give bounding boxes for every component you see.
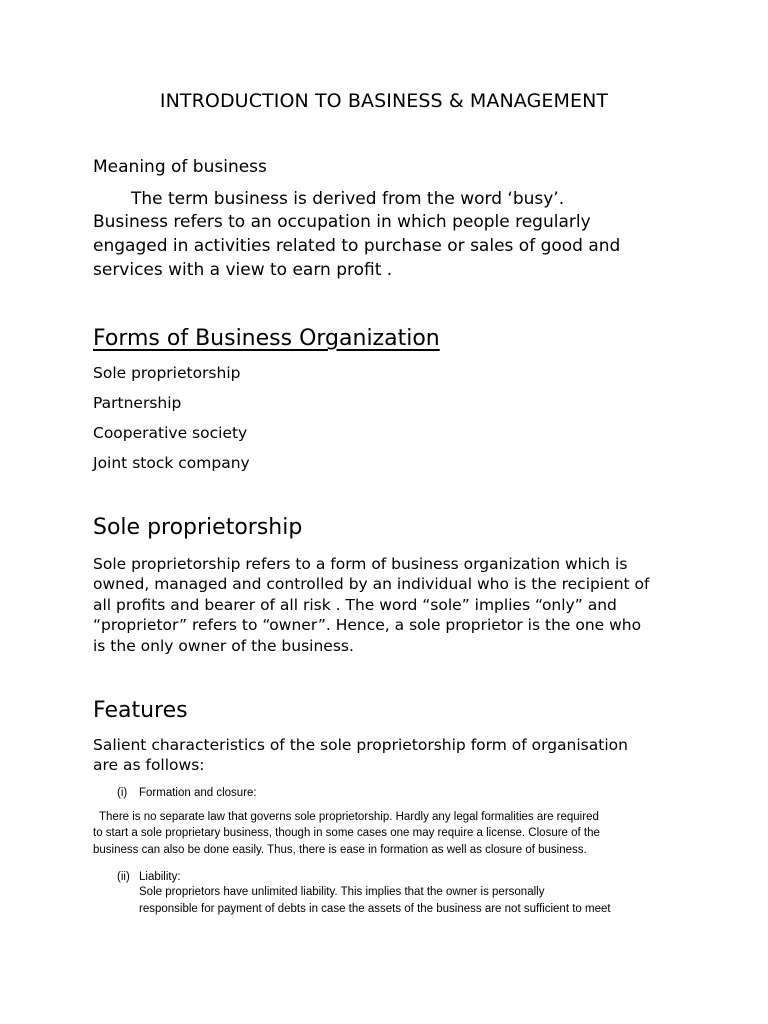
forms-heading: Forms of Business Organization — [93, 326, 440, 351]
sole-line-1: Sole proprietorship refers to a form of business organization which is — [93, 555, 628, 573]
sole-line-2: owned, managed and controlled by an individual who is the recipient of — [93, 575, 650, 593]
sole-line-5: is the only owner of the business. — [93, 637, 354, 655]
meaning-line-4: services with a view to earn profit . — [93, 260, 393, 280]
page-title: INTRODUCTION TO BASINESS & MANAGEMENT — [159, 90, 609, 112]
meaning-line-3: engaged in activities related to purchase or sales of good and — [93, 236, 621, 256]
feature-item-1-number: (i) — [117, 787, 128, 799]
forms-item-joint-stock: Joint stock company — [93, 454, 250, 472]
feature-item-2-line-2: responsible for payment of debts in case the assets of the business are not sufficient to meet — [139, 903, 611, 915]
forms-item-cooperative: Cooperative society — [93, 424, 248, 442]
sole-line-3: all profits and bearer of all risk . The word “sole” implies “only” and — [93, 596, 617, 614]
feature-item-2-number: (ii) — [117, 871, 130, 883]
feature-item-1-line-1: There is no separate law that governs sole proprietorship. Hardly any legal formalities are required — [99, 811, 599, 823]
feature-item-2-label — [117, 869, 181, 885]
forms-item-sole: Sole proprietorship — [93, 364, 241, 382]
feature-item-2-line-1: Sole proprietors have unlimited liability. This implies that the owner is personally — [139, 886, 545, 898]
features-intro-1: Salient characteristics of the sole proprietorship form of organisation — [93, 736, 628, 754]
feature-item-1-line-2: to start a sole proprietary business, though in some cases one may require a license. Closure of the — [93, 827, 600, 839]
meaning-line-1: The term business is derived from the word ‘busy’. — [131, 189, 565, 209]
meaning-heading: Meaning of business — [93, 157, 267, 177]
sole-line-4: “proprietor” refers to “owner”. Hence, a sole proprietor is the one who — [93, 616, 642, 634]
features-heading: Features — [93, 698, 188, 723]
sole-heading: Sole proprietorship — [93, 515, 303, 540]
feature-item-1-title: Formation and closure: — [139, 787, 257, 799]
feature-item-1-label — [117, 785, 257, 801]
feature-item-1-line-3: business can also be done easily. Thus, there is ease in formation as well as closure of business. — [93, 844, 587, 856]
feature-item-2-title: Liability: — [139, 871, 181, 883]
forms-item-partnership: Partnership — [93, 394, 182, 412]
features-intro-2: are as follows: — [93, 756, 205, 774]
meaning-line-2: Business refers to an occupation in which people regularly — [93, 212, 591, 232]
